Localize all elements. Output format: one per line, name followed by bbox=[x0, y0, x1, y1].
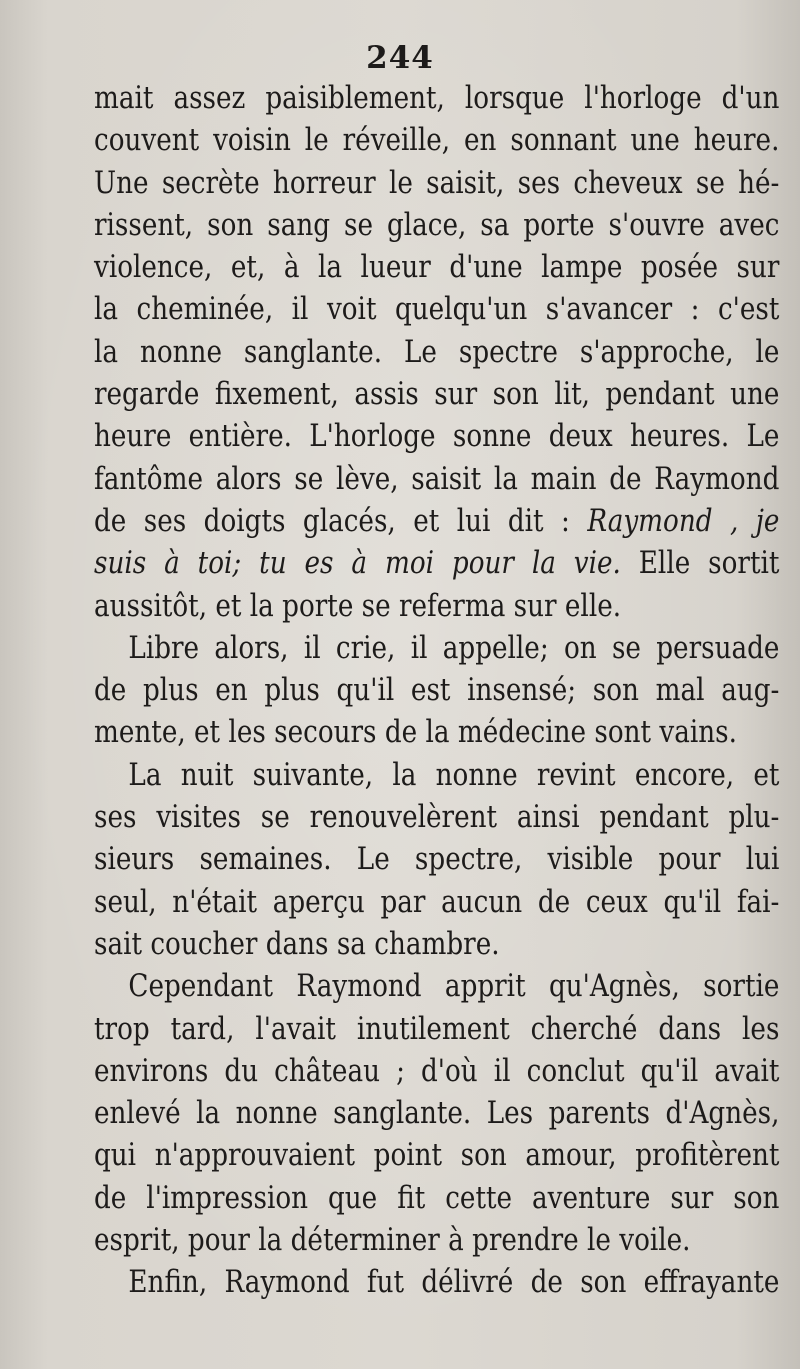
text-line bbox=[94, 1051, 779, 1093]
text-line bbox=[94, 416, 779, 458]
text-line-roman: rissent, son sang se glace, sa porte s'ouvre avec bbox=[94, 207, 780, 243]
text-line-roman: aussitôt, et la porte se referma sur elle. bbox=[94, 588, 622, 624]
text-line bbox=[94, 628, 779, 670]
text-line-roman: sieurs semaines. Le spectre, visible pour lui bbox=[94, 842, 780, 878]
text-line-roman: mente, et les secours de la médecine sont vains. bbox=[94, 715, 737, 751]
text-line bbox=[94, 966, 779, 1008]
text-line-roman: qui n'approuvaient point son amour, profitèrent bbox=[94, 1138, 780, 1174]
text-line bbox=[94, 882, 779, 924]
text-line bbox=[94, 78, 779, 120]
text-line-roman: de ses doigts glacés, et lui dit : bbox=[94, 503, 588, 539]
text-line-roman: La nuit suivante, la nonne revint encore, et bbox=[128, 757, 780, 793]
text-line bbox=[94, 459, 779, 501]
text-line bbox=[94, 1178, 779, 1220]
text-line-roman: la cheminée, il voit quelqu'un s'avancer : c'est bbox=[94, 292, 780, 328]
text-line bbox=[94, 247, 779, 289]
text-line-roman: seul, n'était aperçu par aucun de ceux qu'il fai- bbox=[94, 884, 780, 920]
text-line-roman: de plus en plus qu'il est insensé; son mal aug- bbox=[94, 673, 780, 709]
text-line bbox=[94, 120, 779, 162]
text-line bbox=[94, 1262, 779, 1304]
text-line-roman: Libre alors, il crie, il appelle; on se persuade bbox=[128, 630, 780, 666]
text-line bbox=[94, 712, 779, 754]
text-line bbox=[94, 501, 779, 543]
text-line bbox=[94, 1135, 779, 1177]
text-line-roman: Enfin, Raymond fut délivré de son effrayante bbox=[128, 1265, 780, 1301]
page-number: 244 bbox=[366, 40, 434, 76]
text-line-roman: enlevé la nonne sanglante. Les parents d'Agnès, bbox=[94, 1096, 780, 1132]
text-line-roman: esprit, pour la déterminer à prendre le voile. bbox=[94, 1223, 691, 1259]
text-line-roman: ses visites se renouvelèrent ainsi pendant plu- bbox=[94, 800, 780, 836]
text-line-roman: heure entière. L'horloge sonne deux heures. Le bbox=[94, 419, 780, 455]
text-line-roman: couvent voisin le réveille, en sonnant une heure. bbox=[94, 123, 780, 159]
text-line bbox=[94, 924, 779, 966]
text-line bbox=[94, 797, 779, 839]
text-line bbox=[94, 1009, 779, 1051]
text-line bbox=[94, 332, 779, 374]
text-line-roman: sait coucher dans sa chambre. bbox=[94, 926, 500, 962]
text-line bbox=[94, 374, 779, 416]
text-line bbox=[94, 755, 779, 797]
text-line-roman: la nonne sanglante. Le spectre s'approche, le bbox=[94, 334, 780, 370]
text-line bbox=[94, 586, 779, 628]
text-line-italic: Raymond , je bbox=[587, 503, 780, 539]
text-line-roman: regarde fixement, assis sur son lit, pendant une bbox=[94, 377, 780, 413]
text-line bbox=[94, 1220, 779, 1262]
text-line-roman-after: Elle sortit bbox=[620, 546, 780, 582]
text-line bbox=[94, 670, 779, 712]
text-line bbox=[94, 163, 779, 205]
body-text bbox=[94, 78, 780, 1305]
text-line-roman: violence, et, à la lueur d'une lampe posée sur bbox=[94, 250, 780, 286]
text-line-roman: de l'impression que fit cette aventure sur son bbox=[94, 1180, 780, 1216]
text-line bbox=[94, 839, 779, 881]
text-line-roman: mait assez paisiblement, lorsque l'horloge d'un bbox=[94, 81, 780, 116]
text-line-italic: suis à toi; tu es à moi pour la vie. bbox=[94, 546, 621, 582]
text-line-roman: trop tard, l'avait inutilement cherché dans les bbox=[94, 1011, 780, 1047]
text-line-roman: Cependant Raymond apprit qu'Agnès, sortie bbox=[128, 969, 780, 1005]
text-line-roman: Une secrète horreur le saisit, ses cheveux se hé- bbox=[94, 165, 780, 201]
text-line-roman: environs du château ; d'où il conclut qu'il avait bbox=[94, 1053, 780, 1089]
text-line bbox=[94, 205, 779, 247]
text-line bbox=[94, 543, 779, 585]
text-line-roman: fantôme alors se lève, saisit la main de Raymond bbox=[94, 461, 780, 497]
text-line bbox=[94, 289, 779, 331]
text-line bbox=[94, 1093, 779, 1135]
